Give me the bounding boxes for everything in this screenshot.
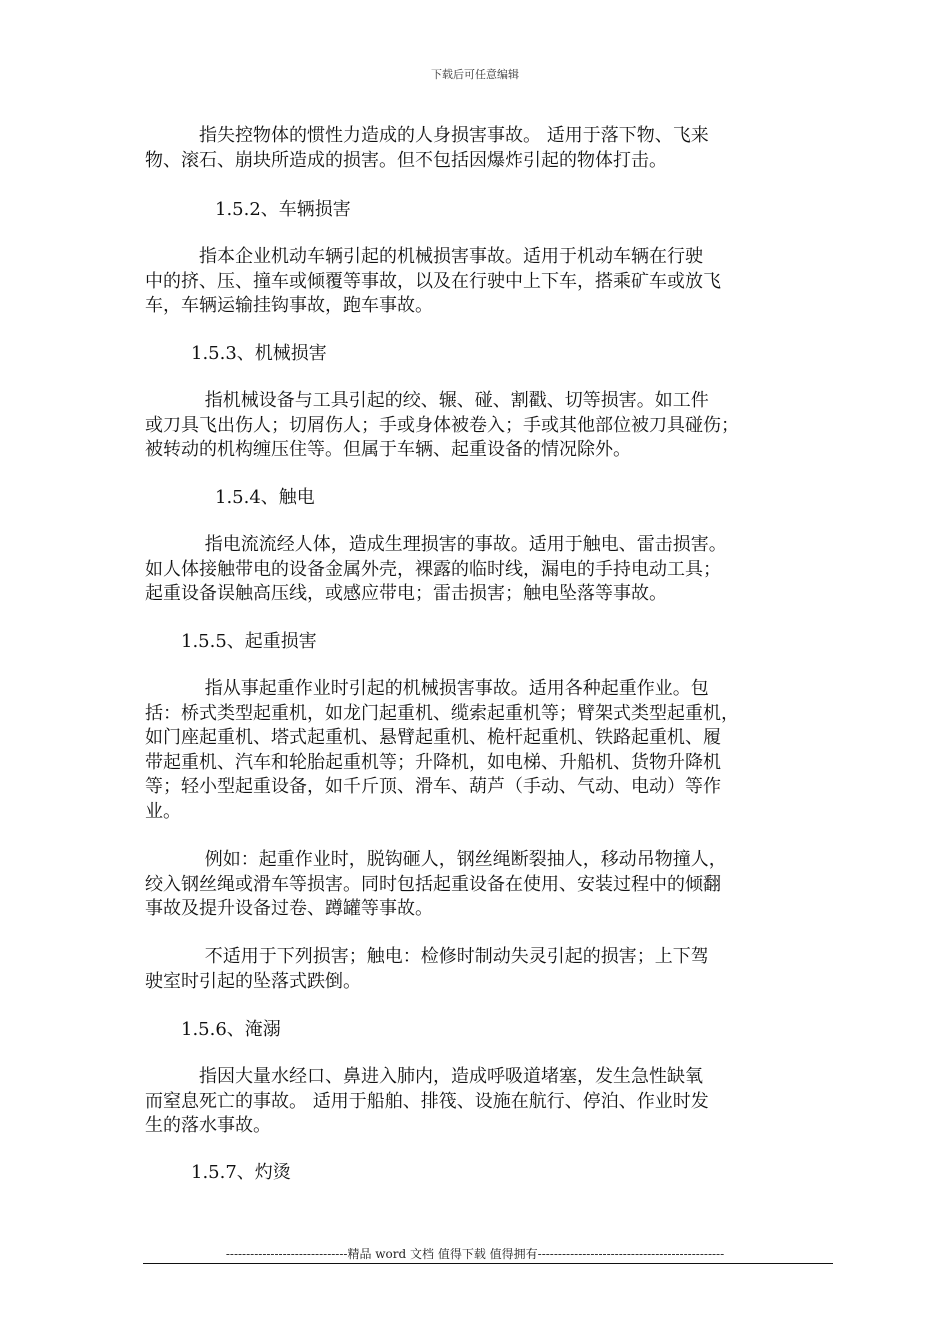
text-line: 起重设备误触高压线，或感应带电；雷击损害；触电坠落等事故。 — [145, 583, 667, 604]
text-line: 如门座起重机、塔式起重机、悬臂起重机、桅杆起重机、铁路起重机、履 — [145, 727, 721, 748]
text-line: 绞入钢丝绳或滑车等损害。同时包括起重设备在使用、安装过程中的倾翻 — [145, 873, 721, 895]
section-heading-1-5-6: 1.5.6、淹溺 — [181, 1019, 281, 1040]
paragraph — [145, 389, 835, 463]
text-line: 指电流流经人体，造成生理损害的事故。适用于触电、雷击损害。 — [145, 534, 727, 555]
text-line: 指失控物体的惯性力造成的人身损害事故。 适用于落下物、飞来 — [145, 125, 709, 146]
paragraph — [145, 677, 835, 824]
text-line: 中的挤、压、撞车或倾覆等事故，以及在行驶中上下车，搭乘矿车或放飞 — [145, 270, 721, 292]
paragraph — [145, 1065, 835, 1139]
text-line: 指从事起重作业时引起的机械损害事故。适用各种起重作业。包 — [145, 678, 709, 699]
page-footer: ------------------------------精品 word 文档 值得下载 值得拥有---------------------------------------------- — [225, 1247, 725, 1261]
footer-rule — [143, 1263, 833, 1264]
text-line: 指因大量水经口、鼻进入肺内，造成呼吸道堵塞，发生急性缺氧 — [145, 1066, 703, 1087]
text-line: 生的落水事故。 — [145, 1115, 271, 1136]
text-line: 带起重机、汽车和轮胎起重机等；升降机，如电梯、升船机、货物升降机 — [145, 751, 721, 773]
text-line: 物、滚石、崩块所造成的损害。但不包括因爆炸引起的物体打击。 — [145, 149, 667, 171]
text-line: 而窒息死亡的事故。 适用于船舶、排筏、设施在航行、停泊、作业时发 — [145, 1090, 709, 1112]
section-heading-1-5-4: 1.5.4、触电 — [215, 487, 315, 508]
section-heading-1-5-7: 1.5.7、灼烫 — [191, 1162, 291, 1183]
text-line: 车，车辆运输挂钩事故，跑车事故。 — [145, 295, 433, 316]
text-line: 指本企业机动车辆引起的机械损害事故。适用于机动车辆在行驶 — [145, 246, 703, 267]
paragraph — [145, 124, 835, 173]
text-line: 括：桥式类型起重机，如龙门起重机、缆索起重机等；臂架式类型起重机， — [145, 702, 739, 724]
text-line: 驶室时引起的坠落式跌倒。 — [145, 970, 361, 992]
text-line: 或刀具飞出伤人；切屑伤人；手或身体被卷入；手或其他部位被刀具碰伤； — [145, 414, 739, 436]
paragraph — [145, 245, 835, 319]
paragraph — [145, 945, 835, 994]
text-line: 例如：起重作业时，脱钩砸人，钢丝绳断裂抽人，移动吊物撞人， — [145, 849, 727, 870]
page-header: 下载后可任意编辑 — [431, 68, 519, 81]
text-line: 不适用于下列损害；触电：检修时制动失灵引起的损害；上下驾 — [145, 946, 709, 967]
text-line: 指机械设备与工具引起的绞、辗、碰、割戳、切等损害。如工件 — [145, 390, 709, 411]
section-heading-1-5-5: 1.5.5、起重损害 — [181, 631, 317, 652]
text-line: 事故及提升设备过卷、蹲罐等事故。 — [145, 898, 433, 919]
section-heading-1-5-2: 1.5.2、车辆损害 — [215, 199, 351, 220]
section-heading-1-5-3: 1.5.3、机械损害 — [191, 343, 327, 364]
text-line: 如人体接触带电的设备金属外壳，裸露的临时线，漏电的手持电动工具； — [145, 558, 721, 580]
text-line: 业。 — [145, 800, 181, 822]
paragraph — [145, 848, 835, 922]
text-line: 等；轻小型起重设备，如千斤顶、滑车、葫芦（手动、气动、电动）等作 — [145, 776, 721, 797]
paragraph — [145, 533, 835, 607]
text-line: 被转动的机构缠压住等。但属于车辆、起重设备的情况除外。 — [145, 439, 631, 460]
